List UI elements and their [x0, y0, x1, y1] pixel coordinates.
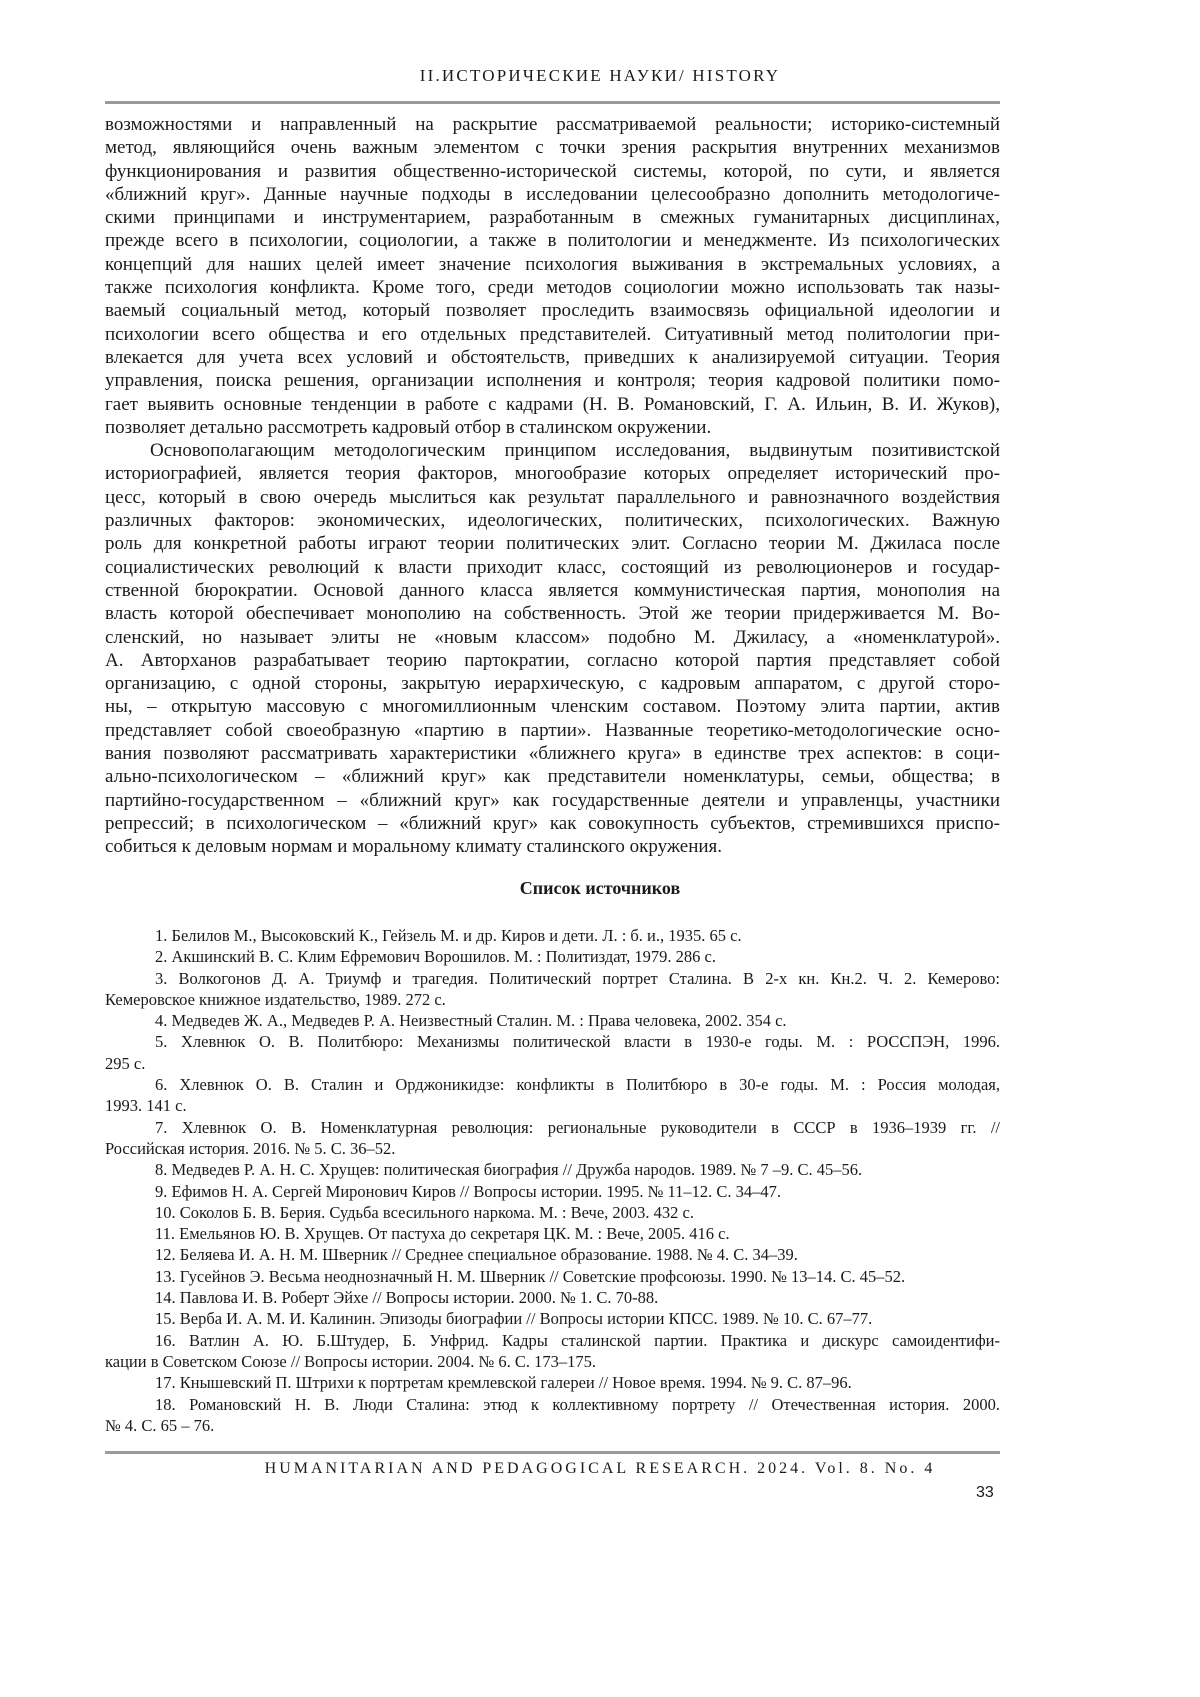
reference-line: 3. Волкогонов Д. А. Триумф и трагедия. Политический портрет Сталина. В 2-х кн. Кн.2. Ч. 2. Кемерово: [105, 968, 1000, 989]
reference-item [105, 925, 1000, 946]
reference-line: 295 с. [105, 1053, 1000, 1074]
reference-item [105, 1372, 1000, 1393]
text-line: сленский, но называет элиты не «новым классом» подобно М. Джиласу, а «номенклатурой». [105, 626, 1000, 649]
text-line: ально-психологическом – «ближний круг» как представители номенклатуры, семьи, общества; в [105, 765, 1000, 788]
text-line: роль для конкретной работы играют теории политических элит. Согласно теории М. Джиласа после [105, 532, 1000, 555]
reference-item [105, 1266, 1000, 1287]
text-line: управления, поиска решения, организации исполнения и контроля; теория кадровой политики помо- [105, 369, 1000, 392]
reference-line: 2. Акшинский В. С. Клим Ефремович Ворошилов. М. : Политиздат, 1979. 286 с. [105, 946, 1000, 967]
reference-line: № 4. С. 65 – 76. [105, 1415, 1000, 1436]
text-line: психологии всего общества и его отдельных представителей. Ситуативный метод политологии при- [105, 323, 1000, 346]
page-number: 33 [976, 1484, 994, 1502]
reference-item [105, 1202, 1000, 1223]
text-line: власть которой обеспечивает монополию на собственность. Этой же теории придерживается М. Во- [105, 602, 1000, 625]
reference-item [105, 1308, 1000, 1329]
text-line: собиться к деловым нормам и моральному климату сталинского окружения. [105, 835, 1000, 858]
text-line: представляет собой своеобразную «партию в партии». Названные теоретико-методологические осно- [105, 719, 1000, 742]
reference-item [105, 1031, 1000, 1074]
reference-line: 9. Ефимов Н. А. Сергей Миронович Киров // Вопросы истории. 1995. № 11–12. С. 34–47. [105, 1181, 1000, 1202]
text-line: прежде всего в психологии, социологии, а также в политологии и менеджменте. Из психологических [105, 229, 1000, 252]
text-line: возможностями и направленный на раскрытие рассматриваемой реальности; историко-системный [105, 113, 1000, 136]
article-body [105, 113, 1000, 859]
reference-line: 13. Гусейнов Э. Весьма неоднозначный Н. М. Шверник // Советские профсоюзы. 1990. № 13–14. С. 45–52. [105, 1266, 1000, 1287]
text-line: концепций для наших целей имеет значение психология выживания в экстремальных условиях, а [105, 253, 1000, 276]
running-head: II.ИСТОРИЧЕСКИЕ НАУКИ/ HISTORY [0, 66, 1200, 86]
header-divider [105, 101, 1000, 104]
text-line: также психология конфликта. Кроме того, среди методов социологии можно использовать так назы- [105, 276, 1000, 299]
reference-line: 1993. 141 с. [105, 1095, 1000, 1116]
text-line: Основополагающим методологическим принципом исследования, выдвинутым позитивистской [105, 439, 1000, 462]
reference-item [105, 1074, 1000, 1117]
reference-item [105, 946, 1000, 967]
reference-line: 11. Емельянов Ю. В. Хрущев. От пастуха до секретаря ЦК. М. : Вече, 2005. 416 с. [105, 1223, 1000, 1244]
reference-line: Российская история. 2016. № 5. С. 36–52. [105, 1138, 1000, 1159]
reference-item [105, 1287, 1000, 1308]
text-line: партийно-государственном – «ближний круг» как государственные деятели и управленцы, участники [105, 789, 1000, 812]
text-line: скими принципами и инструментарием, разработанным в смежных гуманитарных дисциплинах, [105, 206, 1000, 229]
reference-item [105, 1010, 1000, 1031]
paragraph-1 [105, 113, 1000, 439]
text-line: ственной бюрократии. Основой данного класса является коммунистическая партия, монополия на [105, 579, 1000, 602]
reference-line: 7. Хлевнюк О. В. Номенклатурная революция: региональные руководители в СССР в 1936–1939 гг. // [105, 1117, 1000, 1138]
reference-line: 10. Соколов Б. В. Берия. Судьба всесильного наркома. М. : Вече, 2003. 432 с. [105, 1202, 1000, 1223]
reference-item [105, 1394, 1000, 1437]
reference-item [105, 1159, 1000, 1180]
text-line: влекается для учета всех условий и обстоятельств, приведших к анализируемой ситуации. Теория [105, 346, 1000, 369]
reference-line: 8. Медведев Р. А. Н. С. Хрущев: политическая биография // Дружба народов. 1989. № 7 –9. С. 45–56. [105, 1159, 1000, 1180]
text-line: репрессий; в психологическом – «ближний круг» как совокупность субъектов, стремившихся приспо- [105, 812, 1000, 835]
reference-line: 4. Медведев Ж. А., Медведев Р. А. Неизвестный Сталин. М. : Права человека, 2002. 354 с. [105, 1010, 1000, 1031]
text-line: А. Авторханов разрабатывает теорию партократии, согласно которой партия представляет собой [105, 649, 1000, 672]
reference-line: 15. Верба И. А. М. И. Калинин. Эпизоды биографии // Вопросы истории КПСС. 1989. № 10. С. 67–77. [105, 1308, 1000, 1329]
paragraph-2 [105, 439, 1000, 858]
reference-line: 6. Хлевнюк О. В. Сталин и Орджоникидзе: конфликты в Политбюро в 30-е годы. М. : Россия молодая, [105, 1074, 1000, 1095]
reference-line: 5. Хлевнюк О. В. Политбюро: Механизмы политической власти в 1930-е годы. М. : РОССПЭН, 1996. [105, 1031, 1000, 1052]
journal-footer: HUMANITARIAN AND PEDAGOGICAL RESEARCH. 2024. Vol. 8. No. 4 [0, 1460, 1200, 1478]
text-line: позволяет детально рассмотреть кадровый отбор в сталинском окружении. [105, 416, 1000, 439]
text-line: цесс, который в свою очередь мыслиться как результат параллельного и равнозначного воздействия [105, 486, 1000, 509]
reference-line: 1. Белилов М., Высоковский К., Гейзель М. и др. Киров и дети. Л. : б. и., 1935. 65 с. [105, 925, 1000, 946]
references-list [105, 925, 1000, 1436]
references-title: Список источников [0, 878, 1200, 899]
reference-line: 12. Беляева И. А. Н. М. Шверник // Среднее специальное образование. 1988. № 4. С. 34–39. [105, 1244, 1000, 1265]
text-line: организацию, с одной стороны, закрытую иерархическую, с кадровым аппаратом, с другой сторо- [105, 672, 1000, 695]
reference-item [105, 1330, 1000, 1373]
reference-line: 17. Кнышевский П. Штрихи к портретам кремлевской галереи // Новое время. 1994. № 9. С. 87–96. [105, 1372, 1000, 1393]
reference-line: 14. Павлова И. В. Роберт Эйхе // Вопросы истории. 2000. № 1. С. 70-88. [105, 1287, 1000, 1308]
reference-line: кации в Советском Союзе // Вопросы истории. 2004. № 6. С. 173–175. [105, 1351, 1000, 1372]
text-line: историографией, является теория факторов, многообразие которых определяет исторический про- [105, 462, 1000, 485]
text-line: «ближний круг». Данные научные подходы в исследовании целесообразно дополнить методологиче- [105, 183, 1000, 206]
reference-item [105, 1244, 1000, 1265]
reference-item [105, 968, 1000, 1011]
reference-line: Кемеровское книжное издательство, 1989. 272 с. [105, 989, 1000, 1010]
reference-item [105, 1223, 1000, 1244]
reference-line: 18. Романовский Н. В. Люди Сталина: этюд к коллективному портрету // Отечественная история. 2000. [105, 1394, 1000, 1415]
text-line: социалистических революций к власти приходит класс, состоящий из революционеров и государ- [105, 556, 1000, 579]
footer-divider [105, 1451, 1000, 1454]
text-line: ваемый социальный метод, который позволяет проследить взаимосвязь официальной идеологии и [105, 299, 1000, 322]
text-line: гает выявить основные тенденции в работе с кадрами (Н. В. Романовский, Г. А. Ильин, В. И. Жуков), [105, 393, 1000, 416]
reference-line: 16. Ватлин А. Ю. Б.Штудер, Б. Унфрид. Кадры сталинской партии. Практика и дискурс самоидентифи- [105, 1330, 1000, 1351]
reference-item [105, 1181, 1000, 1202]
text-line: вания позволяют рассматривать характеристики «ближнего круга» в единстве трех аспектов: в соци- [105, 742, 1000, 765]
text-line: ны, – открытую массовую с многомиллионным членским составом. Поэтому элита партии, актив [105, 695, 1000, 718]
text-line: различных факторов: экономических, идеологических, политических, психологических. Важную [105, 509, 1000, 532]
reference-item [105, 1117, 1000, 1160]
text-line: функционирования и развития общественно-исторической системы, которой, по сути, и является [105, 160, 1000, 183]
text-line: метод, являющийся очень важным элементом с точки зрения раскрытия внутренних механизмов [105, 136, 1000, 159]
